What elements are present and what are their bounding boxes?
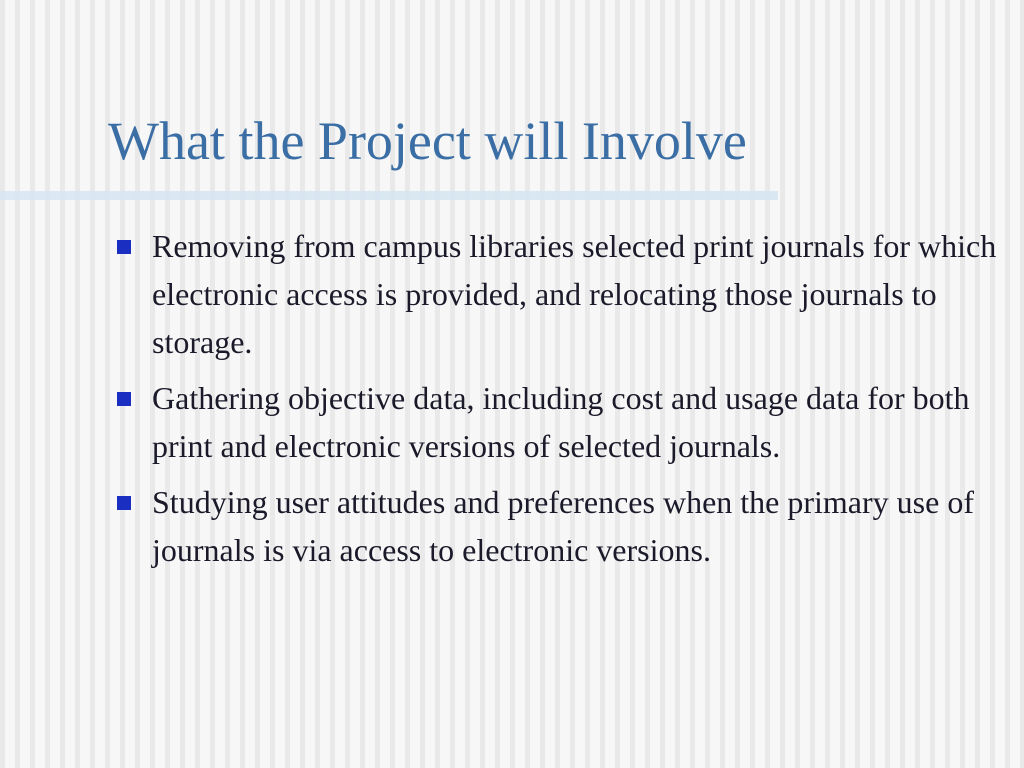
bullet-item xyxy=(116,478,1011,574)
title-divider xyxy=(0,191,778,200)
bullet-text: Gathering objective data, including cost and usage data for both print and electronic versions of selected journals. xyxy=(152,380,970,464)
square-bullet-icon xyxy=(117,240,131,254)
slide-title: What the Project will Involve xyxy=(108,111,747,171)
bullet-item xyxy=(116,374,1011,470)
square-bullet-icon xyxy=(117,496,131,510)
bullet-list xyxy=(116,222,1011,582)
bullet-text: Studying user attitudes and preferences when the primary use of journals is via access to electronic versions. xyxy=(152,484,974,568)
square-bullet-icon xyxy=(117,392,131,406)
bullet-text: Removing from campus libraries selected print journals for which electronic access is provided, and relocating those journals to storage. xyxy=(152,228,997,360)
bullet-item xyxy=(116,222,1011,366)
